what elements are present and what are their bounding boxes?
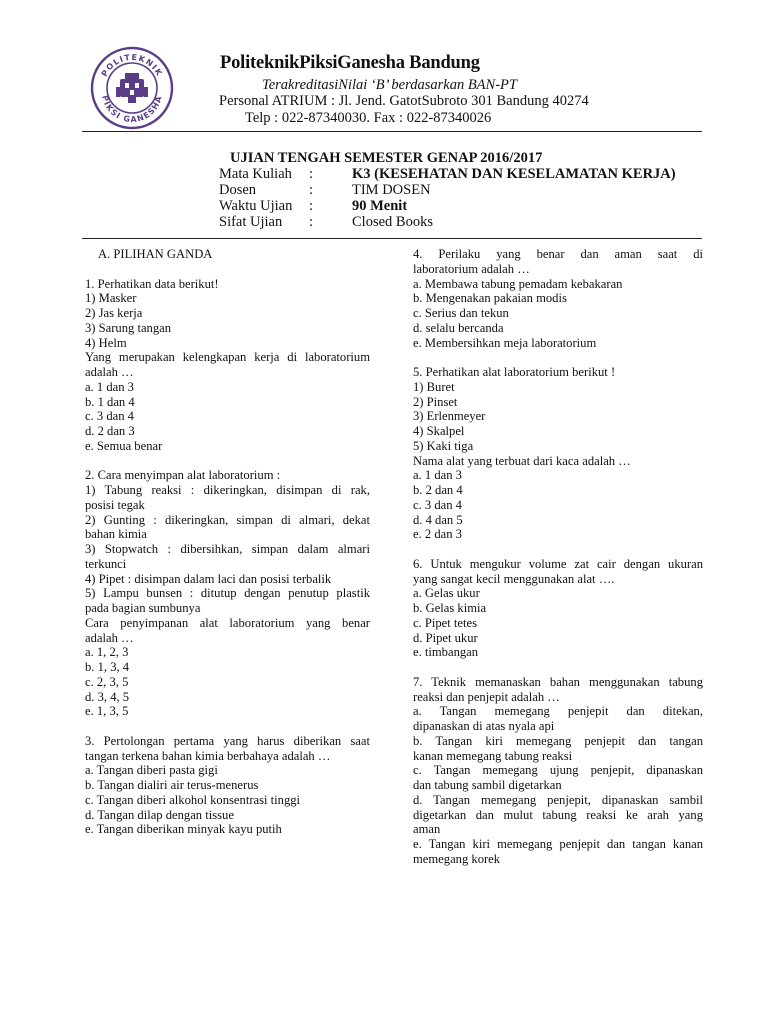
question-6: [413, 557, 703, 660]
question-text: yang sangat kecil menggunakan alat ….: [413, 571, 615, 586]
question-text: 2) Pinset: [413, 394, 458, 409]
phone-fax-line: Telp : 022-87340030. Fax : 022-87340026: [245, 110, 492, 126]
exam-title: UJIAN TENGAH SEMESTER GENAP 2016/2017: [230, 150, 543, 166]
question-text: 5. Perhatikan alat laboratorium berikut !: [413, 365, 616, 379]
info-separator: :: [309, 198, 314, 214]
info-label: Sifat Ujian: [219, 214, 283, 230]
accreditation-line: TerakreditasiNilai ‘B’ berdasarkan BAN-PT: [262, 77, 517, 93]
question-text: reaksi dan penjepit adalah …: [413, 689, 560, 704]
answer-option: d. 2 dan 3: [85, 424, 135, 438]
answer-option: b. Gelas kimia: [413, 601, 487, 615]
info-separator: :: [309, 182, 314, 198]
question-text: 2) Jas kerja: [85, 306, 143, 320]
answer-option: c. Tangan memegang ujung penjepit, dipanaskan: [413, 763, 703, 778]
answer-option: a. 1 dan 3: [413, 468, 462, 483]
answer-option: e. Semua benar: [85, 438, 163, 453]
answer-option: e. 2 dan 3: [413, 527, 462, 542]
question-text: 1) Masker: [85, 291, 137, 306]
question-text: pada bagian sumbunya: [85, 601, 201, 615]
info-value: 90 Menit: [352, 198, 408, 214]
answer-option: e. Membersihkan meja laboratorium: [413, 335, 597, 350]
answer-option: e. 1, 3, 5: [85, 704, 129, 719]
question-text: 4) Helm: [85, 335, 127, 350]
question-text: 3. Pertolongan pertama yang harus diberikan saat: [85, 733, 370, 748]
answer-option: a. 1, 2, 3: [85, 645, 129, 660]
answer-option: b. 2 dan 4: [413, 483, 463, 497]
info-label: Dosen: [219, 182, 257, 198]
address-line: Personal ATRIUM : Jl. Jend. GatotSubroto 301 Bandung 40274: [219, 93, 589, 109]
question-text: 1. Perhatikan data berikut!: [85, 276, 219, 291]
answer-option: a. 1 dan 3: [85, 379, 134, 394]
question-text: 3) Stopwatch : dibersihkan, simpan dalam almari: [85, 542, 370, 556]
info-separator: :: [309, 214, 314, 230]
answer-option: kanan memegang tabung reaksi: [413, 748, 573, 763]
answer-option: b. 1, 3, 4: [85, 660, 130, 674]
question-5: [413, 365, 703, 542]
answer-option: b. Mengenakan pakaian modis: [413, 291, 567, 306]
question-text: 5) Kaki tiga: [413, 438, 474, 453]
question-text: adalah …: [85, 630, 134, 645]
question-7: [413, 675, 703, 867]
institution-logo: [90, 46, 174, 130]
answer-option: d. Pipet ukur: [413, 630, 478, 645]
question-text: terkunci: [85, 556, 127, 571]
answer-option: a. Membawa tabung pemadam kebakaran: [413, 276, 623, 291]
answer-option: d. 4 dan 5: [413, 512, 463, 527]
answer-option: d. 3, 4, 5: [85, 689, 130, 704]
question-text: posisi tegak: [85, 497, 145, 512]
question-text: 3) Sarung tangan: [85, 320, 172, 335]
answer-option: aman: [413, 822, 441, 837]
question-1: [85, 277, 370, 454]
answer-option: c. 3 dan 4: [85, 409, 134, 424]
answer-option: e. Tangan kiri memegang penjepit dan tangan kanan: [413, 837, 703, 851]
right-column: [413, 247, 703, 867]
answer-option: digetarkan dan mulut tabung reaksi ke arah yang: [413, 807, 703, 822]
question-2: [85, 468, 370, 719]
question-text: 1) Buret: [413, 379, 455, 394]
institution-name: PoliteknikPiksiGanesha Bandung: [220, 53, 480, 73]
question-text: 4) Skalpel: [413, 424, 465, 438]
answer-option: c. Tangan diberi alkohol konsentrasi tinggi: [85, 792, 301, 807]
question-text: adalah …: [85, 365, 134, 379]
left-column: [85, 247, 370, 837]
answer-option: a. Tangan diberi pasta gigi: [85, 763, 218, 778]
question-text: 5) Lampu bunsen : ditutup dengan penutup plastik: [85, 586, 370, 601]
info-value: K3 (KESEHATAN DAN KESELAMATAN KERJA): [352, 166, 676, 182]
answer-option: c. 3 dan 4: [413, 497, 462, 512]
question-3: [85, 734, 370, 837]
answer-option: b. 1 dan 4: [85, 394, 135, 409]
answer-option: c. Serius dan tekun: [413, 306, 509, 320]
answer-option: dan tabung sambil digetarkan: [413, 778, 562, 792]
question-text: Nama alat yang terbuat dari kaca adalah …: [413, 453, 631, 468]
question-text: 4) Pipet : disimpan dalam laci dan posisi terbalik: [85, 571, 332, 586]
question-text: Cara penyimpanan alat laboratorium yang benar: [85, 615, 370, 630]
question-text: bahan kimia: [85, 527, 147, 542]
question-text: 6. Untuk mengukur volume zat cair dengan ukuran: [413, 556, 703, 571]
question-text: Yang merupakan kelengkapan kerja di laboratorium: [85, 350, 370, 365]
info-divider: [82, 238, 702, 239]
info-value: TIM DOSEN: [352, 182, 431, 198]
question-text: 3) Erlenmeyer: [413, 409, 486, 424]
header-divider: [82, 131, 702, 132]
answer-option: c. Pipet tetes: [413, 615, 478, 630]
answer-option: dipanaskan di atas nyala api: [413, 719, 555, 733]
question-text: 1) Tabung reaksi : dikeringkan, disimpan di rak,: [85, 483, 370, 497]
answer-option: e. Tangan diberikan minyak kayu putih: [85, 822, 282, 837]
question-text: tangan terkena bahan kimia berbahaya adalah …: [85, 748, 331, 763]
answer-option: d. selalu bercanda: [413, 320, 504, 335]
info-separator: :: [309, 166, 314, 182]
question-text: laboratorium adalah …: [413, 261, 530, 276]
answer-option: memegang korek: [413, 851, 501, 866]
answer-option: e. timbangan: [413, 645, 479, 660]
info-label: Waktu Ujian: [219, 198, 293, 214]
answer-option: b. Tangan kiri memegang penjepit dan tangan: [413, 733, 703, 748]
info-label: Mata Kuliah: [219, 166, 292, 182]
answer-option: a. Tangan memegang penjepit dan ditekan,: [413, 704, 703, 719]
answer-option: a. Gelas ukur: [413, 586, 480, 601]
question-text: 7. Teknik memanaskan bahan menggunakan tabung: [413, 674, 703, 689]
question-text: 2) Gunting : dikeringkan, simpan di almari, dekat: [85, 512, 370, 527]
answer-option: d. Tangan memegang penjepit, dipanaskan sambil: [413, 792, 703, 807]
question-4: [413, 247, 703, 350]
section-title: A. PILIHAN GANDA: [98, 247, 213, 261]
logo-text-bottom: PIKSI GANESHA: [100, 94, 164, 125]
question-text: 2. Cara menyimpan alat laboratorium :: [85, 468, 281, 483]
logo-text-top: POLITEKNIK: [99, 52, 165, 79]
answer-option: c. 2, 3, 5: [85, 674, 129, 689]
answer-option: d. Tangan dilap dengan tissue: [85, 807, 234, 822]
answer-option: b. Tangan dialiri air terus-menerus: [85, 778, 259, 792]
question-text: 4. Perilaku yang benar dan aman saat di: [413, 247, 703, 261]
info-value: Closed Books: [352, 214, 433, 230]
